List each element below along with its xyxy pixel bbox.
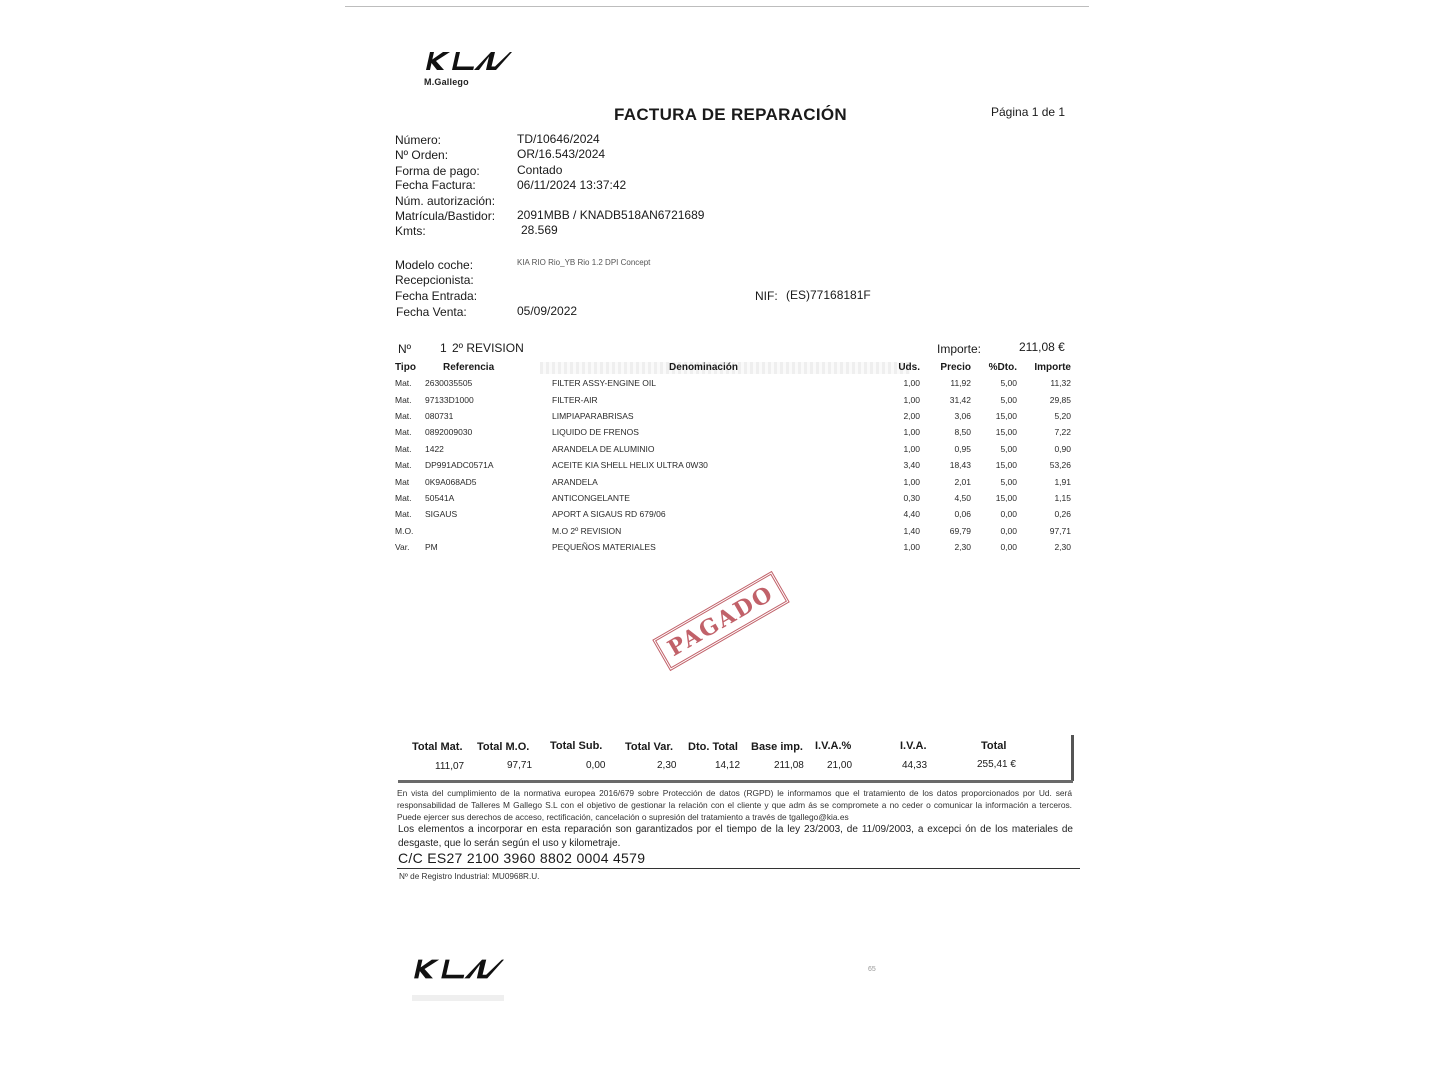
cell-dto: 0,00 [1000,542,1017,553]
cell-precio: 2,30 [954,542,971,553]
cell-uds: 4,40 [903,509,920,520]
cell-referencia: SIGAUS [425,509,458,520]
cell-dto: 5,00 [1000,443,1017,454]
cell-precio: 31,42 [949,394,971,405]
field-numero-label: Número: [395,133,442,147]
recepcionista-label: Recepcionista: [395,273,474,287]
cell-tipo: Mat [395,476,410,487]
base-imp-label: Base imp. [751,741,803,753]
cell-tipo: Mat. [395,410,412,421]
cell-dto: 15,00 [995,410,1017,421]
cell-uds: 0,30 [903,492,920,503]
cell-importe: 7,22 [1054,427,1071,438]
col-dto: %Dto. [988,362,1017,373]
total-label: Total [981,740,1007,752]
col-precio: Precio [940,362,971,373]
cell-dto: 15,00 [995,492,1017,503]
field-matricula-value: 2091MBB / KNADB518AN6721689 [517,208,705,222]
table-row [393,424,1073,440]
legal-garantia-text: Los elementos a incorporar en esta reparación son garantizados por el tiempo de la ley 23/2003, de 11/09/2003, a excepci ón de los materiales de desgaste, que lo serán según el uso y kilometraje. [398,824,1073,849]
cell-uds: 2,00 [903,410,920,421]
table-row [393,473,1073,489]
cell-denominacion: LIMPIAPARABRISAS [552,410,634,421]
cell-dto: 0,00 [1000,525,1017,536]
total-mat-value: 111,07 [435,761,465,772]
cell-uds: 1,00 [903,542,920,553]
cell-tipo: Mat. [395,460,412,471]
field-matricula-label: Matrícula/Bastidor: [395,209,496,223]
cell-denominacion: FILTER-AIR [552,394,598,405]
cell-importe: 0,90 [1054,443,1071,454]
cell-importe: 2,30 [1054,542,1071,553]
base-imp-value: 211,08 [774,760,804,771]
page-number: Página 1 de 1 [991,105,1066,119]
cell-referencia: 50541A [425,492,455,503]
iva-pct-value: 21,00 [827,760,853,771]
section-no-label: Nº [398,342,412,356]
cell-referencia: DP991ADC0571A [425,460,494,471]
cell-dto: 0,00 [1000,509,1017,520]
cell-uds: 1,00 [903,476,920,487]
cell-tipo: Mat. [395,509,412,520]
cell-denominacion: ANTICONGELANTE [552,492,630,503]
table-row [393,523,1073,539]
cell-importe: 11,32 [1050,378,1071,389]
iva-label: I.V.A. [900,740,927,752]
cell-uds: 1,00 [903,394,920,405]
field-kmts-label: Kmts: [395,224,426,238]
footer-rule [397,868,1080,869]
cell-precio: 3,06 [954,410,971,421]
nif-value: (ES)77168181F [786,288,871,302]
cell-uds: 1,40 [903,525,920,536]
total-value: 255,41 € [977,759,1016,770]
col-denominacion: Denominación [669,362,738,373]
legal-rgpd-text: En vista del cumplimiento de la normativa europea 2016/679 sobre Protección de datos (RGPD) le informamos que el tratamiento de los datos proporcionados por Ud. será responsabilidad de Talleres M Gallego S.L con el objetivo de gestionar la relación con el cliente y que adm ás se compromete a no ceder o comunicar la información a terceros. Puede ejercer sus derechos de acceso, rectificación, cancelación o supresión del tratamiento a través de tgallego@kia.es [397,788,1072,822]
cell-denominacion: APORT A SIGAUS RD 679/06 [552,509,666,520]
cell-uds: 1,00 [903,378,920,389]
kia-logo-bottom [412,955,504,983]
cell-tipo: M.O. [395,525,414,536]
fecha-entrada-label: Fecha Entrada: [395,289,478,303]
field-orden-label: Nº Orden: [395,148,449,162]
cell-precio: 0,06 [954,509,971,520]
cell-dto: 5,00 [1000,378,1017,389]
total-var-value: 2,30 [657,760,677,771]
cell-precio: 18,43 [949,460,971,471]
totals-border-right [1071,735,1074,781]
dto-total-value: 14,12 [715,760,741,771]
top-edge-line [345,6,1089,7]
cell-referencia: 2630035505 [425,378,473,389]
faded-text-band [412,995,504,1001]
cell-referencia: PM [425,542,438,553]
cell-tipo: Mat. [395,394,412,405]
fecha-venta-value: 05/09/2022 [517,304,578,318]
table-row [393,441,1073,457]
table-row [393,539,1073,555]
cell-importe: 5,20 [1054,410,1071,421]
field-numero-value: TD/10646/2024 [517,132,600,146]
iva-value: 44,33 [902,760,928,771]
col-tipo: Tipo [395,362,416,373]
field-fecha-label: Fecha Factura: [395,178,476,192]
cell-importe: 29,85 [1049,394,1071,405]
cell-uds: 1,00 [903,443,920,454]
table-row [393,457,1073,473]
cell-importe: 1,91 [1054,476,1071,487]
table-row [393,391,1073,407]
table-header-row [393,360,1073,375]
total-mat-label: Total Mat. [412,741,463,753]
cell-denominacion: PEQUEÑOS MATERIALES [552,542,656,553]
modelo-label: Modelo coche: [395,258,474,272]
total-var-label: Total Var. [625,741,674,753]
total-sub-value: 0,00 [586,760,606,771]
table-row [393,490,1073,506]
cell-denominacion: ACEITE KIA SHELL HELIX ULTRA 0W30 [552,460,708,471]
cell-precio: 4,50 [954,492,971,503]
cell-precio: 11,92 [950,378,971,389]
cell-denominacion: ARANDELA [552,476,598,487]
total-mo-label: Total M.O. [477,741,530,753]
totals-border-bottom [398,780,1073,783]
section-name: 2º REVISION [452,341,524,355]
cell-denominacion: FILTER ASSY-ENGINE OIL [552,378,656,389]
cell-dto: 15,00 [995,427,1017,438]
cell-precio: 69,79 [949,525,971,536]
section-importe-label: Importe: [937,342,982,356]
total-mo-value: 97,71 [507,760,533,771]
cell-precio: 8,50 [954,427,971,438]
cell-precio: 0,95 [954,443,971,454]
cell-uds: 3,40 [903,460,920,471]
cell-tipo: Mat. [395,443,412,454]
cell-referencia: 080731 [425,410,454,421]
field-fecha-value: 06/11/2024 13:37:42 [517,178,627,192]
cell-denominacion: LIQUIDO DE FRENOS [552,427,639,438]
cell-importe: 1,15 [1054,492,1071,503]
cell-tipo: Mat. [395,492,412,503]
cell-referencia: 97133D1000 [425,394,474,405]
nif-label: NIF: [755,289,778,303]
field-pago-value: Contado [517,163,563,177]
paid-stamp: PAGADO [652,571,790,671]
fecha-venta-label: Fecha Venta: [396,305,467,319]
page-title: FACTURA DE REPARACIÓN [614,105,847,124]
table-row [393,375,1073,391]
iva-pct-label: I.V.A.% [815,740,852,752]
field-orden-value: OR/16.543/2024 [517,147,606,161]
cell-importe: 53,26 [1049,460,1071,471]
col-uds: Uds. [898,362,920,373]
dealer-name: M.Gallego [424,77,469,87]
cell-tipo: Mat. [395,427,412,438]
cell-dto: 5,00 [1000,394,1017,405]
cell-referencia: 1422 [425,443,444,454]
kia-logo [424,50,512,72]
section-no-value: 1 [440,341,447,355]
cell-dto: 5,00 [1000,476,1017,487]
cell-denominacion: M.O 2º REVISION [552,525,622,536]
dto-total-label: Dto. Total [688,741,738,753]
col-importe: Importe [1034,362,1071,373]
cell-tipo: Var. [395,542,410,553]
cell-uds: 1,00 [903,427,920,438]
items-table [393,360,1073,555]
cell-dto: 15,00 [995,460,1017,471]
col-referencia: Referencia [443,362,495,373]
iban-account: C/C ES27 2100 3960 8802 0004 4579 [398,850,646,866]
table-row [393,506,1073,522]
cell-importe: 97,71 [1049,525,1071,536]
cell-tipo: Mat. [395,378,412,389]
section-importe-value: 211,08 € [1019,340,1065,354]
cell-referencia: 0892009030 [425,427,473,438]
field-autorizacion-label: Núm. autorización: [395,194,496,208]
bottom-mark: 65 [868,966,876,973]
cell-referencia [421,523,522,539]
registro-industrial: Nº de Registro Industrial: MU0968R.U. [399,872,540,881]
modelo-value: KIA RIO Rio_YB Rio 1.2 DPI Concept [517,258,651,267]
field-kmts-value: 28.569 [521,223,558,237]
cell-precio: 2,01 [954,476,971,487]
table-row [393,408,1073,424]
cell-importe: 0,26 [1054,509,1071,520]
total-sub-label: Total Sub. [550,740,603,752]
cell-denominacion: ARANDELA DE ALUMINIO [552,443,655,454]
field-pago-label: Forma de pago: [395,164,480,178]
cell-referencia: 0K9A068AD5 [425,476,477,487]
